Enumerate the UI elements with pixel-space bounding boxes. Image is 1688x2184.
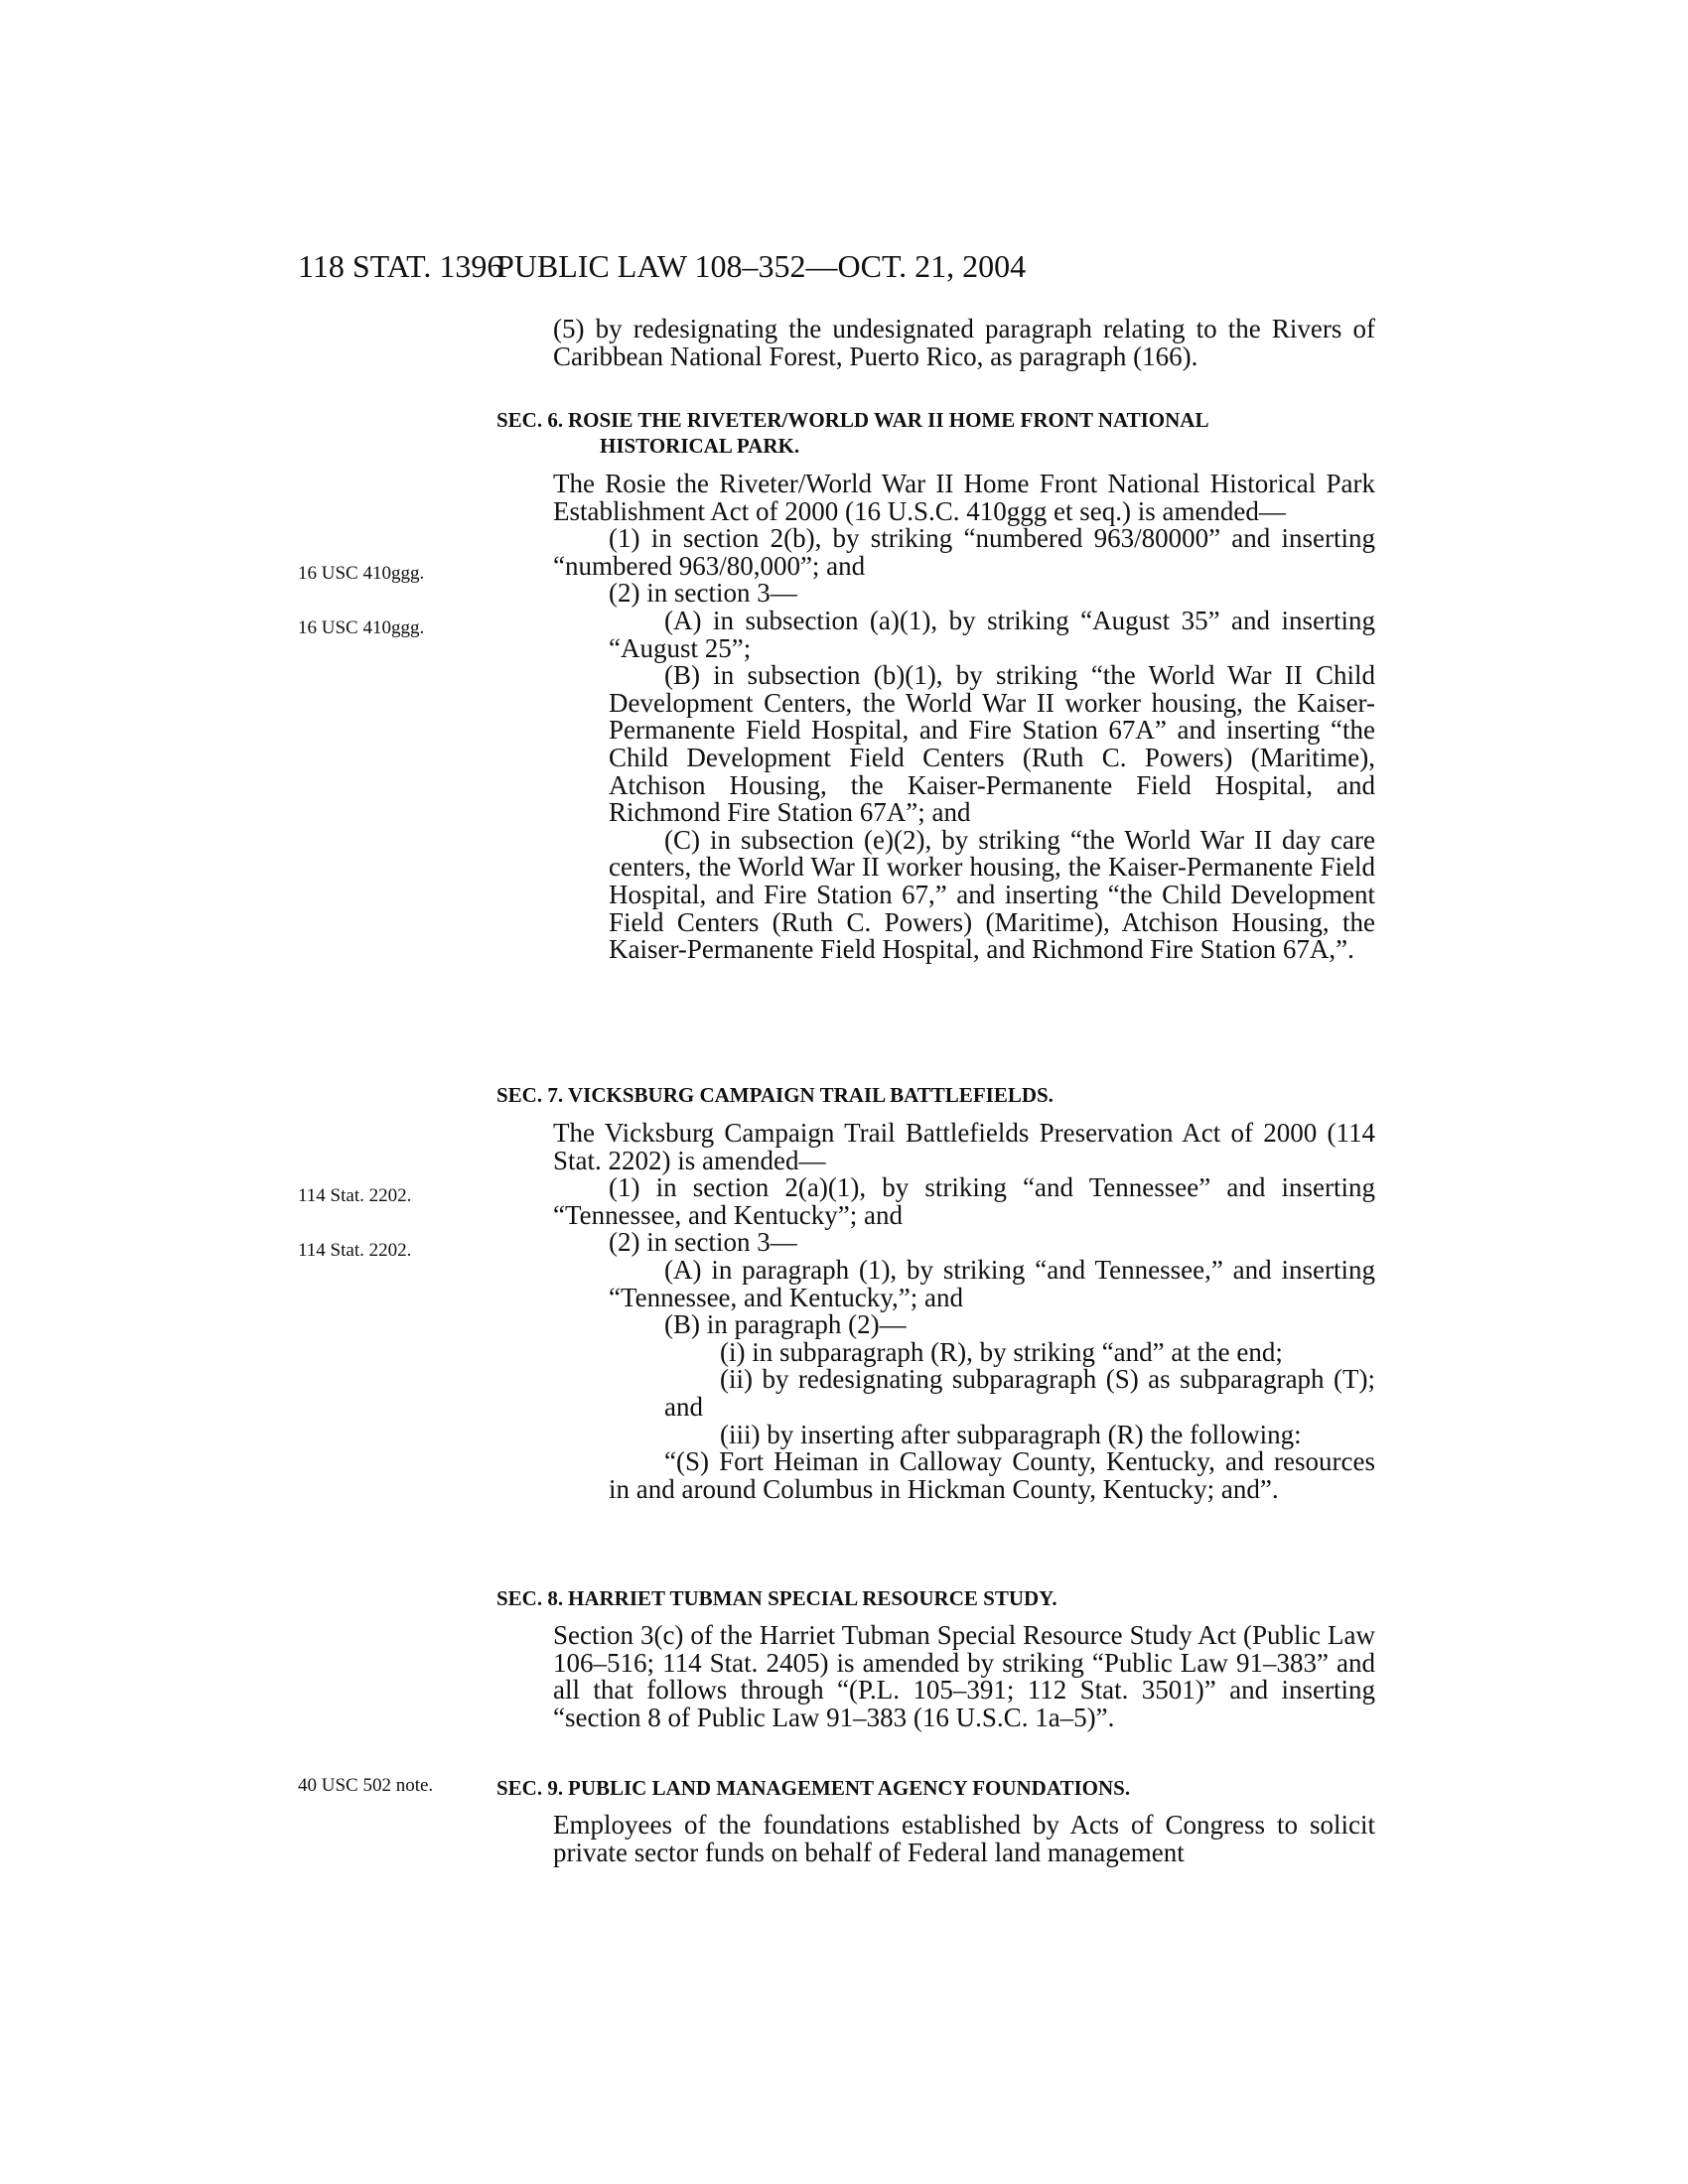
sec7-body (496, 1120, 1375, 1503)
page-stat-number: 118 STAT. 1396 (298, 248, 503, 284)
sec7-item-2b-iii: (iii) by inserting after subparagraph (R) the following: (720, 1419, 1302, 1449)
sidenote-3: 114 Stat. 2202. (298, 1185, 412, 1206)
sidenote-5: 40 USC 502 note. (298, 1775, 434, 1796)
sec6-item-2: (2) in section 3— (609, 578, 797, 609)
sec6-item-2a: (A) in subsection (a)(1), by striking “August 35” and inserting “August 25”; (609, 605, 1375, 663)
sec7-number: SEC. 7. (496, 1083, 564, 1107)
sec7-quoted-text: “(S) Fort Heiman in Calloway County, Kentucky, and resources in and around Columbus in Hickman County, Kentucky; and”. (609, 1446, 1375, 1504)
sec6-intro: The Rosie the Riveter/World War II Home Front National Historical Park Establishment Act of 2000 (16 U.S.C. 410ggg et seq.) is amended— (553, 469, 1375, 526)
sec8-text: Section 3(c) of the Harriet Tubman Special Resource Study Act (Public Law 106–516; 114 Stat. 2405) is amended by striking “Public Law 91–383” and all that follows through “(P.L. 105–391; 112 Stat. 3501)” and inserting “section 8 of Public Law 91–383 (16 U.S.C. 1a–5)”. (553, 1620, 1375, 1732)
sec7-item-2b: (B) in paragraph (2)— (664, 1309, 907, 1340)
sec7-item-2: (2) in section 3— (609, 1227, 797, 1258)
sidenote-1: 16 USC 410ggg. (298, 563, 425, 584)
sec9-text: Employees of the foundations established by Acts of Congress to solicit private sector funds on behalf of Federal land management (553, 1810, 1375, 1867)
sec6-title-line1: ROSIE THE RIVETER/WORLD WAR II HOME FRONT NATIONAL (568, 408, 1209, 432)
sec9-body (496, 1812, 1375, 1866)
sec8-title: HARRIET TUBMAN SPECIAL RESOURCE STUDY. (568, 1586, 1057, 1610)
sec7-item-2a: (A) in paragraph (1), by striking “and Tennessee,” and inserting “Tennessee, and Kentucky,”; and (609, 1254, 1375, 1312)
running-head: PUBLIC LAW 108–352—OCT. 21, 2004 (496, 248, 1027, 284)
sec9-title: PUBLIC LAND MANAGEMENT AGENCY FOUNDATIONS. (568, 1776, 1131, 1800)
paragraph-5-text: (5) by redesignating the undesignated paragraph relating to the Rivers of Caribbean National Forest, Puerto Rico, as paragraph (166). (553, 314, 1375, 371)
sec7-item-1: (1) in section 2(a)(1), by striking “and Tennessee” and inserting “Tennessee, and Kentucky”; and (553, 1172, 1375, 1230)
sec6-heading (496, 407, 1375, 459)
sec7-title: VICKSBURG CAMPAIGN TRAIL BATTLEFIELDS. (568, 1083, 1054, 1107)
sec6-item-2c: (C) in subsection (e)(2), by striking “the World War II day care centers, the World War II worker housing, the Kaiser-Permanente Field Hospital, and Fire Station 67,” and inserting “the Child Development Field Centers (Ruth C. Powers) (Maritime), Atchison Housing, the Kaiser-Permanente Field Hospital, and Richmond Fire Station 67A,”. (609, 824, 1375, 965)
sec9-heading (496, 1775, 1375, 1801)
sec8-body (496, 1622, 1375, 1731)
sec6-item-1: (1) in section 2(b), by striking “numbered 963/80000” and inserting “numbered 963/80,000”; and (553, 523, 1375, 581)
sec7-item-2b-ii: (ii) by redesignating subparagraph (S) as subparagraph (T); and (664, 1364, 1375, 1422)
sec6-body (496, 471, 1375, 964)
sec7-heading (496, 1082, 1375, 1108)
sec6-number: SEC. 6. (496, 408, 564, 432)
sec7-item-2b-i: (i) in subparagraph (R), by striking “and” at the end; (720, 1336, 1283, 1367)
sec6-title-line2: HISTORICAL PARK. (600, 434, 800, 458)
sec6-item-2b: (B) in subsection (b)(1), by striking “the World War II Child Development Centers, the World War II worker housing, the Kaiser-Permanente Field Hospital, and Fire Station 67A” and inserting “the Child Development Field Centers (Ruth C. Powers) (Maritime), Atchison Housing, the Kaiser-Permanente Field Hospital, and Richmond Fire Station 67A”; and (609, 660, 1375, 828)
sidenote-2: 16 USC 410ggg. (298, 617, 425, 638)
sec7-intro: The Vicksburg Campaign Trail Battlefields Preservation Act of 2000 (114 Stat. 2202) is amended— (553, 1118, 1375, 1175)
sec9-number: SEC. 9. (496, 1776, 564, 1800)
paragraph-5 (496, 316, 1375, 370)
sidenote-4: 114 Stat. 2202. (298, 1240, 412, 1261)
sec8-heading (496, 1585, 1375, 1611)
sec8-number: SEC. 8. (496, 1586, 564, 1610)
